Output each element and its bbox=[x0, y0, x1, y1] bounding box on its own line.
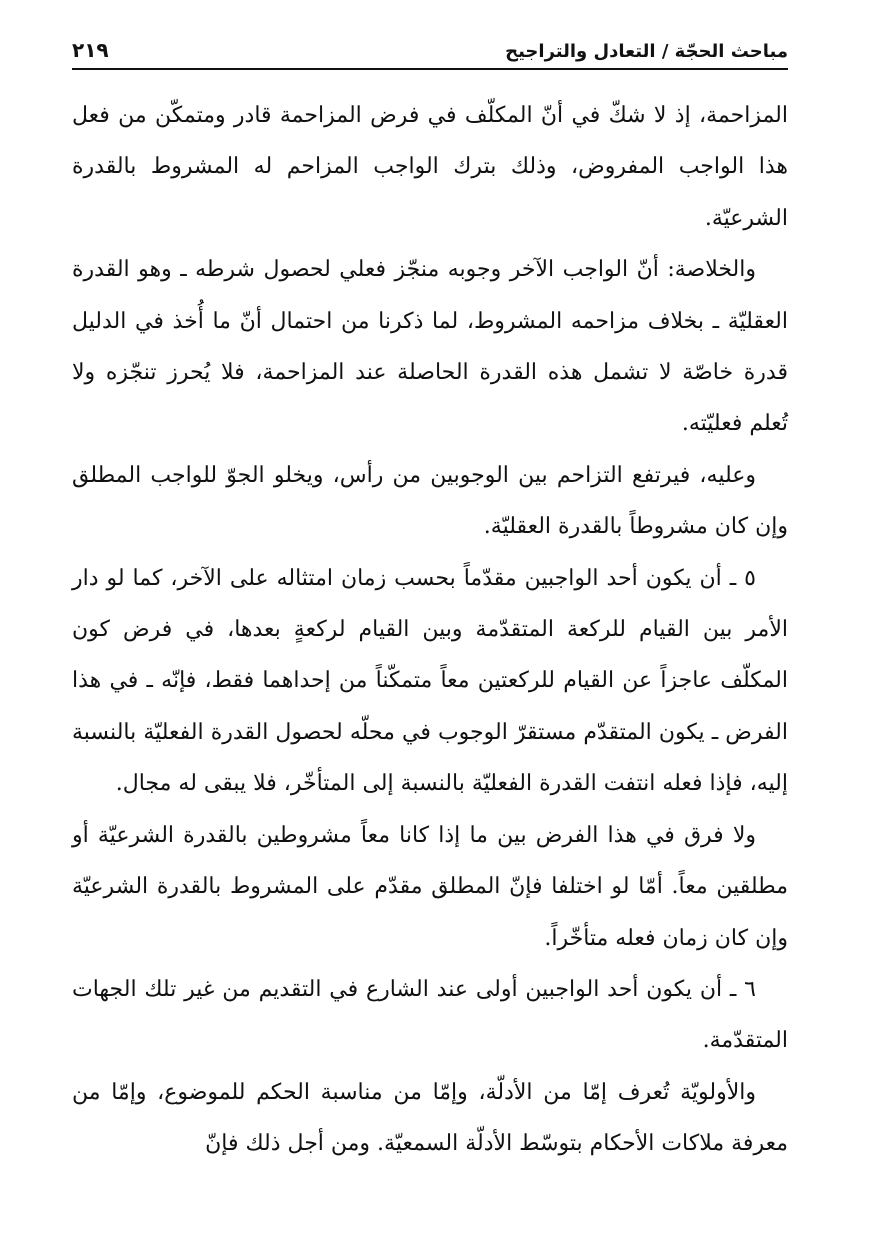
paragraph: والأولويّة تُعرف إمّا من الأدلّة، وإمّا من مناسبة الحكم للموضوع، وإمّا من معرفة ملاكات الأحكام بتوسّط الأدلّة السمعيّة. ومن أجل ذلك فإنّ bbox=[72, 1079, 788, 1157]
page-header bbox=[72, 30, 788, 70]
running-title: مباحث الحجّة / التعادل والتراجيح bbox=[505, 41, 788, 62]
body-text bbox=[72, 90, 788, 1170]
paragraph: ولا فرق في هذا الفرض بين ما إذا كانا معاً مشروطين بالقدرة الشرعيّة أو مطلقين معاً. أمّا لو اختلفا فإنّ المطلق مقدّم على المشروط بالقدرة الشرعيّة وإن كان زمان فعله متأخّراً. bbox=[72, 822, 788, 951]
paragraph: وعليه، فيرتفع التزاحم بين الوجوبين من رأس، ويخلو الجوّ للواجب المطلق وإن كان مشروطاً بالقدرة العقليّة. bbox=[72, 462, 788, 540]
page-number: ٢١٩ bbox=[72, 38, 109, 62]
paragraph: المزاحمة، إذ لا شكّ في أنّ المكلّف في فرض المزاحمة قادر ومتمكّن من فعل هذا الواجب المفروض، وذلك بترك الواجب المزاحم له المشروط بالقدرة الشرعيّة. bbox=[72, 103, 788, 231]
paragraph: والخلاصة: أنّ الواجب الآخر وجوبه منجّز فعلي لحصول شرطه ـ وهو القدرة العقليّة ـ بخلاف مزاحمه المشروط، لما ذكرنا من احتمال أنّ ما أُخذ في الدليل قدرة خاصّة لا تشمل هذه القدرة الحاصلة عند المزاحمة، فلا يُحرز تنجّزه ولا تُعلم فعليّته. bbox=[72, 257, 788, 437]
paragraph: ٥ ـ أن يكون أحد الواجبين مقدّماً بحسب زمان امتثاله على الآخر، كما لو دار الأمر بين القيام للركعة المتقدّمة وبين القيام لركعةٍ بعدها، في فرض كون المكلّف عاجزاً عن القيام للركعتين معاً متمكّناً من إحداهما فقط، فإنّه ـ في هذا الفرض ـ يكون المتقدّم مستقرّ الوجوب في محلّه لحصول القدرة الفعليّة بالنسبة إليه، فإذا فعله انتفت القدرة الفعليّة بالنسبة إلى المتأخّر، فلا يبقى له مجال. bbox=[72, 565, 788, 797]
paragraph: ٦ ـ أن يكون أحد الواجبين أولى عند الشارع في التقديم من غير تلك الجهات المتقدّمة. bbox=[72, 976, 788, 1054]
